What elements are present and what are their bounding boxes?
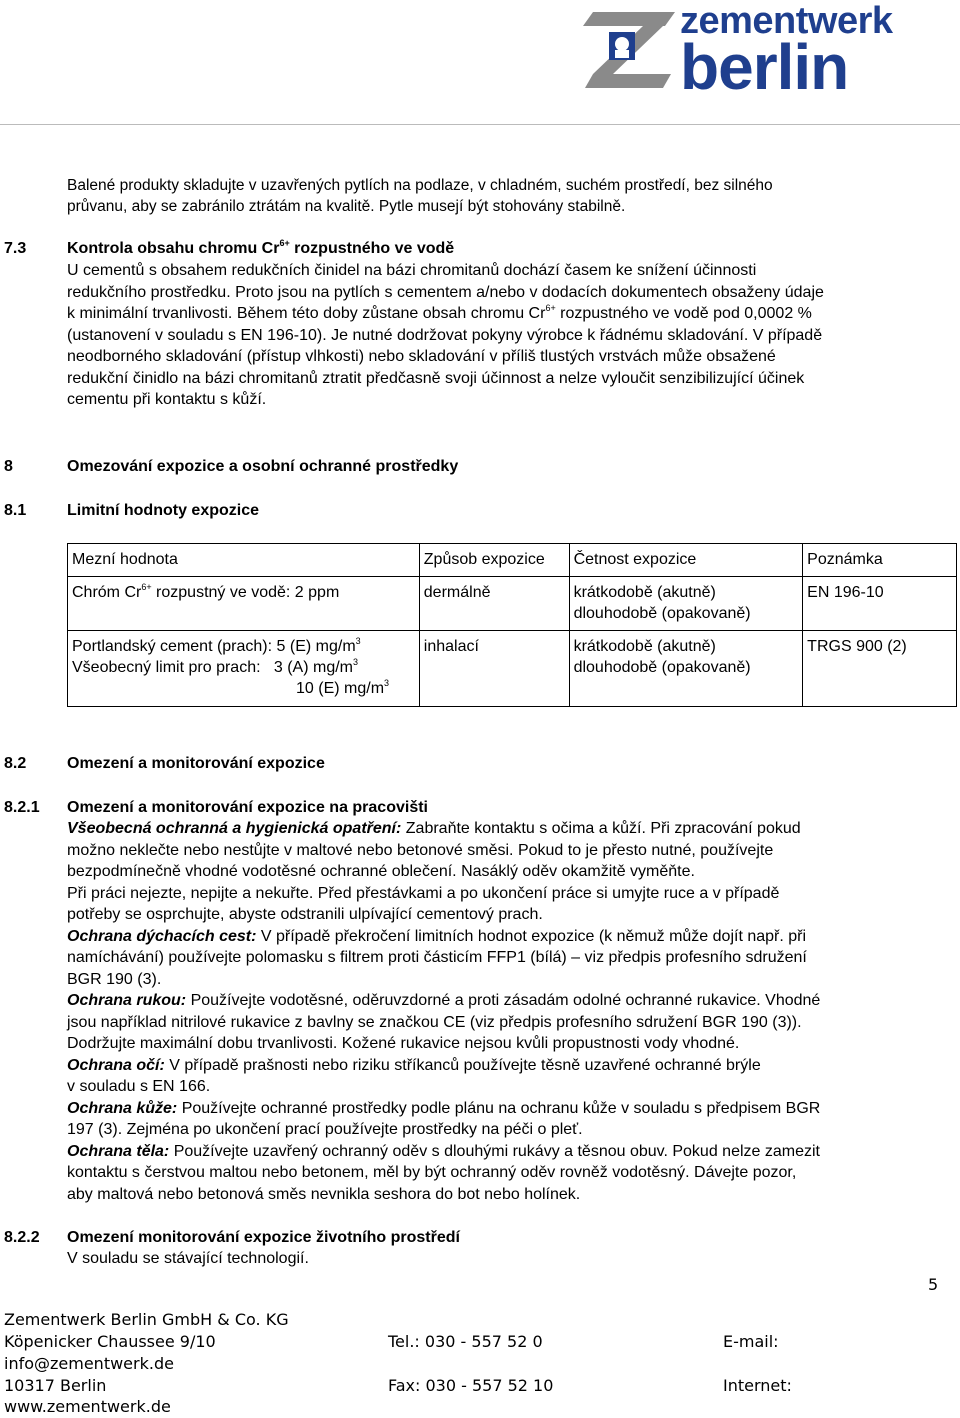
body-protection-line-3: aby maltová nebo betonová směs nevnikla seshora do bot nebo holínek. bbox=[67, 1186, 581, 1203]
section-8-title: Omezování expozice a osobní ochranné prostředky bbox=[67, 458, 459, 475]
section-8-2-number: 8.2 bbox=[4, 755, 27, 772]
footer-web-link[interactable]: www.zementwerk.de bbox=[4, 1397, 171, 1416]
hand-protection-line-3: Dodržujte maximální dobu trvanlivosti. Kožené rukavice nejsou kvůli propustnosti vody vhodné. bbox=[67, 1035, 740, 1052]
table-header-cell: Způsob expozice bbox=[419, 544, 569, 577]
section-7-3-number: 7.3 bbox=[4, 240, 27, 257]
eye-protection-line-1: Ochrana očí: V případě prašnosti nebo riziku stříkanců používejte těsně uzavřené ochranné brýle bbox=[67, 1057, 761, 1074]
table-cell-limit: Chróm $Cr^{6+}$ rozpustný ve vodě: 2 ppm bbox=[68, 577, 420, 631]
section-7-3-line-6: redukční činidlo na bázi chromitanů ztratit předčasně svoji účinnost a nelze vyloučit senzibilizující účinek bbox=[67, 370, 805, 387]
table-header-row bbox=[68, 544, 957, 577]
section-7-3-line-5: neodborného skladování (přístup vlhkosti) nebo skladování v příliš tlustých vrstvách může obsažené bbox=[67, 348, 776, 365]
section-8-1-title: Limitní hodnoty expozice bbox=[67, 502, 260, 519]
table-cell-note: EN 196-10 bbox=[803, 577, 957, 631]
footer-fax: Fax: 030 - 557 52 10 bbox=[388, 1376, 554, 1395]
table-row bbox=[68, 631, 957, 707]
body-protection-line-1: Ochrana těla: Používejte uzavřený ochranný oděv s dlouhými rukávy a těsnou obuv. Pokud nelze zamezit bbox=[67, 1143, 820, 1160]
footer-city: 10317 Berlin bbox=[4, 1376, 107, 1395]
table-cell-frequency: krátkodobě (akutně) dlouhodobě (opakovaně) bbox=[569, 577, 803, 631]
section-7-3-line-4: (ustanovení v souladu s EN 196-10). Je nutné dodržovat pokyny výrobce k řádnému skladování. V případě bbox=[67, 327, 823, 344]
section-7-3-line-1: U cementů s obsahem redukčních činidel na bázi chromitanů dochází časem ke snížení účinnosti bbox=[67, 262, 757, 279]
section-8-2-2-text: V souladu se stávající technologií. bbox=[67, 1250, 309, 1267]
section-7-3-line-2: redukčního prostředku. Proto jsou na pytlích s cementem a/nebo v dodacích dokumentech obsaženy údaje bbox=[67, 284, 824, 301]
section-8-2-title: Omezení a monitorování expozice bbox=[67, 755, 325, 772]
section-8-number: 8 bbox=[4, 458, 13, 475]
table-cell-route: inhalací bbox=[419, 631, 569, 707]
footer-tel: Tel.: 030 - 557 52 0 bbox=[388, 1332, 543, 1351]
general-measures-line-5: potřeby se osprchujte, abyste odstranili ulpívající cementový prach. bbox=[67, 906, 543, 923]
table-cell-note: TRGS 900 (2) bbox=[803, 631, 957, 707]
general-measures-line-2: možno neklečte nebo nestůjte v maltové nebo betonové směsi. Pokud to je přesto nutné, používejte bbox=[67, 842, 774, 859]
section-7-3-title: Kontrola obsahu chromu $Cr^{6+}$ rozpustného ve vodě bbox=[67, 238, 455, 257]
table-header-cell: Četnost expozice bbox=[569, 544, 803, 577]
page-number: 5 bbox=[928, 1275, 939, 1294]
logo-text-berlin: berlin bbox=[680, 31, 849, 103]
section-7-3-line-7: cementu při kontaktu s kůží. bbox=[67, 391, 267, 408]
section-8-2-2-title: Omezení monitorování expozice životního prostředí bbox=[67, 1229, 460, 1246]
footer-street: Köpenicker Chaussee 9/10 bbox=[4, 1332, 216, 1351]
footer-company: Zementwerk Berlin GmbH & Co. KG bbox=[4, 1310, 289, 1329]
footer-internet-label: Internet: bbox=[723, 1376, 792, 1395]
table-header-cell: Mezní hodnota bbox=[68, 544, 420, 577]
header-divider bbox=[0, 124, 960, 125]
logo-mark-icon bbox=[583, 4, 675, 88]
section-7-3-line-3: k minimální trvanlivosti. Během této doby zůstane obsah chromu $Cr^{6+}$ rozpustného ve vodě pod 0,0002 % bbox=[67, 303, 812, 322]
section-8-2-2-number: 8.2.2 bbox=[4, 1229, 40, 1246]
table-header-cell: Poznámka bbox=[803, 544, 957, 577]
general-measures-line-4: Při práci nejezte, nepijte a nekuřte. Před přestávkami a po ukončení práce si umyjte ruce a v případě bbox=[67, 885, 780, 902]
table-cell-frequency: krátkodobě (akutně) dlouhodobě (opakovaně) bbox=[569, 631, 803, 707]
section-8-2-1-number: 8.2.1 bbox=[4, 799, 40, 816]
logo-text-zementwerk: zementwerk bbox=[680, 0, 893, 42]
skin-protection-line-2: 197 (3). Zejména po ukončení prací používejte prostředky na péči o pleť. bbox=[67, 1121, 583, 1138]
section-8-1-number: 8.1 bbox=[4, 502, 27, 519]
footer-email-label: E-mail: bbox=[723, 1332, 779, 1351]
table-row bbox=[68, 577, 957, 631]
footer-email-link[interactable]: info@zementwerk.de bbox=[4, 1354, 174, 1373]
intro-line-1: Balené produkty skladujte v uzavřených pytlích na podlaze, v chladném, suchém prostředí, bez silného bbox=[67, 177, 773, 194]
exposure-limits-table bbox=[67, 543, 957, 707]
section-8-2-1-title: Omezení a monitorování expozice na pracovišti bbox=[67, 799, 428, 816]
eye-protection-line-2: v souladu s EN 166. bbox=[67, 1078, 211, 1095]
general-measures-line-3: bezpodmínečně vhodné vodotěsné ochranné oblečení. Nasáklý oděv okamžitě vyměňte. bbox=[67, 863, 695, 880]
hand-protection-line-2: jsou například nitrilové rukavice z bavlny se značkou CE (viz předpis profesního sdružení BGR 190 (3)). bbox=[67, 1014, 802, 1031]
table-cell-limit: Portlandský cement (prach): 5 (E) $mg/m^3$ Všeobecný limit pro prach: 3 (A) $mg/m^3$ 10 (E) $mg/m^3$ bbox=[68, 631, 420, 707]
respiratory-protection-line-1: Ochrana dýchacích cest: V případě překročení limitních hodnot expozice (k němuž může dojít např. při bbox=[67, 928, 807, 945]
general-measures-line-1: Všeobecná ochranná a hygienická opatření: Zabraňte kontaktu s očima a kůží. Při zpracování pokud bbox=[67, 820, 801, 837]
skin-protection-line-1: Ochrana kůže: Používejte ochranné prostředky podle plánu na ochranu kůže v souladu s předpisem BGR bbox=[67, 1100, 821, 1117]
body-protection-line-2: kontaktu s čerstvou maltou nebo betonem, měl by být ochranný oděv rovněž vodotěsný. Dávejte pozor, bbox=[67, 1164, 797, 1181]
respiratory-protection-line-3: BGR 190 (3). bbox=[67, 971, 162, 988]
respiratory-protection-line-2: namíchávání) používejte polomasku s filtrem proti částicím FFP1 (bílá) – viz předpis profesního sdružení bbox=[67, 949, 807, 966]
intro-line-2: průvanu, aby se zabránilo ztrátám na kvalitě. Pytle musejí být stohovány stabilně. bbox=[67, 198, 626, 215]
hand-protection-line-1: Ochrana rukou: Používejte vodotěsné, oděruvzdorné a proti zásadám odolné ochranné rukavice. Vhodné bbox=[67, 992, 821, 1009]
table-cell-route: dermálně bbox=[419, 577, 569, 631]
